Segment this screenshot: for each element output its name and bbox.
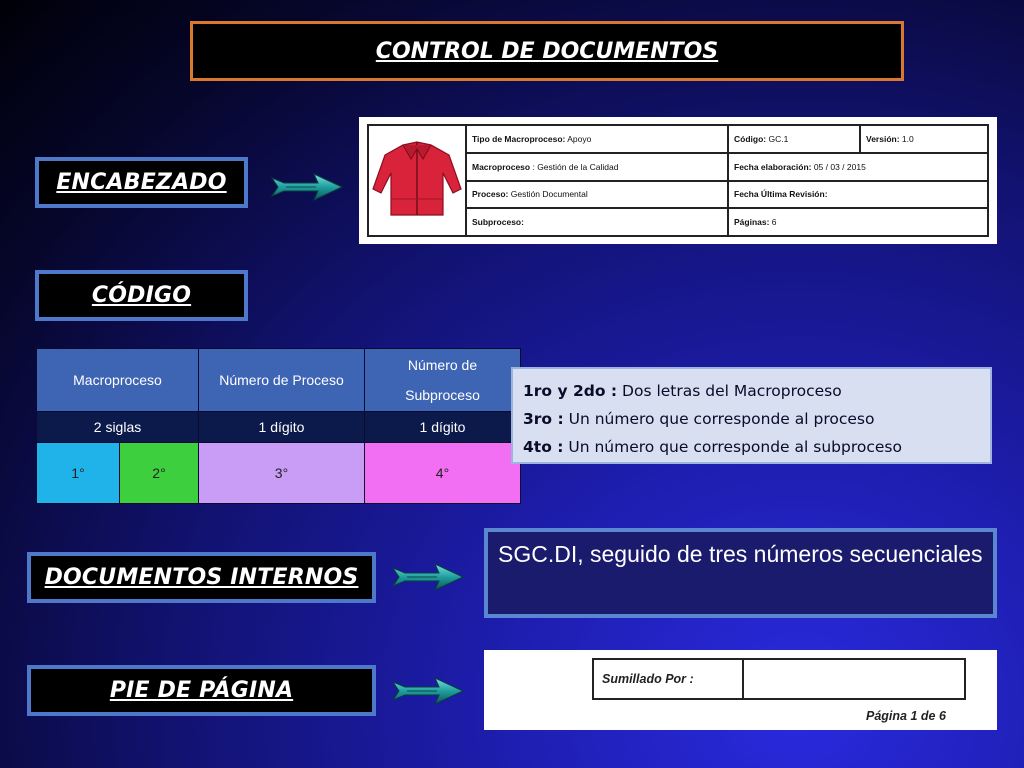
proceso-cell: Proceso: Gestión Documental bbox=[466, 181, 728, 209]
code-table bbox=[36, 348, 521, 504]
macroproceso-cell: Macroproceso : Gestión de la Calidad bbox=[466, 153, 728, 181]
pie-de-pagina-label-box bbox=[27, 665, 376, 716]
arrow-icon bbox=[391, 674, 465, 708]
subproceso-cell: Subproceso: bbox=[466, 208, 728, 236]
page-title: CONTROL DE DOCUMENTOS bbox=[375, 38, 719, 64]
cell-position-2: 2° bbox=[120, 443, 199, 504]
header-numero-proceso: Número de Proceso bbox=[199, 349, 365, 412]
encabezado-label: ENCABEZADO bbox=[56, 170, 227, 195]
sumillado-field bbox=[744, 660, 964, 698]
documentos-internos-label-box bbox=[27, 552, 376, 603]
sgc-description-box bbox=[484, 528, 997, 618]
tipo-cell: Tipo de Macroproceso: Apoyo bbox=[466, 125, 728, 153]
header-numero-subproceso: Número de Subproceso bbox=[365, 349, 521, 412]
fecha-elaboracion-cell: Fecha elaboración: 05 / 03 / 2015 bbox=[728, 153, 988, 181]
cell-position-3: 3° bbox=[199, 443, 365, 504]
header-table-panel bbox=[359, 117, 997, 244]
cell-position-1: 1° bbox=[37, 443, 120, 504]
pie-de-pagina-label: PIE DE PÁGINA bbox=[109, 678, 294, 703]
cell-1-digito-subproceso: 1 dígito bbox=[365, 412, 521, 443]
info-line-2: 3ro : Un número que corresponde al proceso bbox=[523, 410, 875, 428]
codigo-label-box bbox=[35, 270, 248, 321]
codigo-label: CÓDIGO bbox=[91, 283, 192, 308]
documentos-internos-label: DOCUMENTOS INTERNOS bbox=[44, 565, 359, 590]
header-macroproceso: Macroproceso bbox=[37, 349, 199, 412]
code-explanation-box bbox=[511, 367, 992, 464]
jacket-image bbox=[369, 139, 465, 221]
cell-2-siglas: 2 siglas bbox=[37, 412, 199, 443]
title-box bbox=[190, 21, 904, 81]
info-line-1: 1ro y 2do : Dos letras del Macroproceso bbox=[523, 382, 842, 400]
encabezado-label-box bbox=[35, 157, 248, 208]
arrow-icon bbox=[391, 560, 465, 594]
sgc-description: SGC.DI, seguido de tres números secuenciales bbox=[498, 541, 983, 567]
version-cell: Versión: 1.0 bbox=[860, 125, 988, 153]
sumillado-label: Sumillado Por : bbox=[594, 660, 744, 698]
sumillado-box bbox=[592, 658, 966, 700]
header-table bbox=[367, 124, 989, 237]
cell-position-4: 4° bbox=[365, 443, 521, 504]
paginas-cell: Páginas: 6 bbox=[728, 208, 988, 236]
cell-1-digito-proceso: 1 dígito bbox=[199, 412, 365, 443]
logo-cell bbox=[368, 125, 466, 236]
arrow-icon bbox=[270, 170, 344, 204]
codigo-cell: Código: GC.1 bbox=[728, 125, 860, 153]
fecha-ultima-revision-cell: Fecha Última Revisión: bbox=[728, 181, 988, 209]
info-line-3: 4to : Un número que corresponde al subproceso bbox=[523, 438, 902, 456]
page-number: Página 1 de 6 bbox=[866, 709, 946, 723]
